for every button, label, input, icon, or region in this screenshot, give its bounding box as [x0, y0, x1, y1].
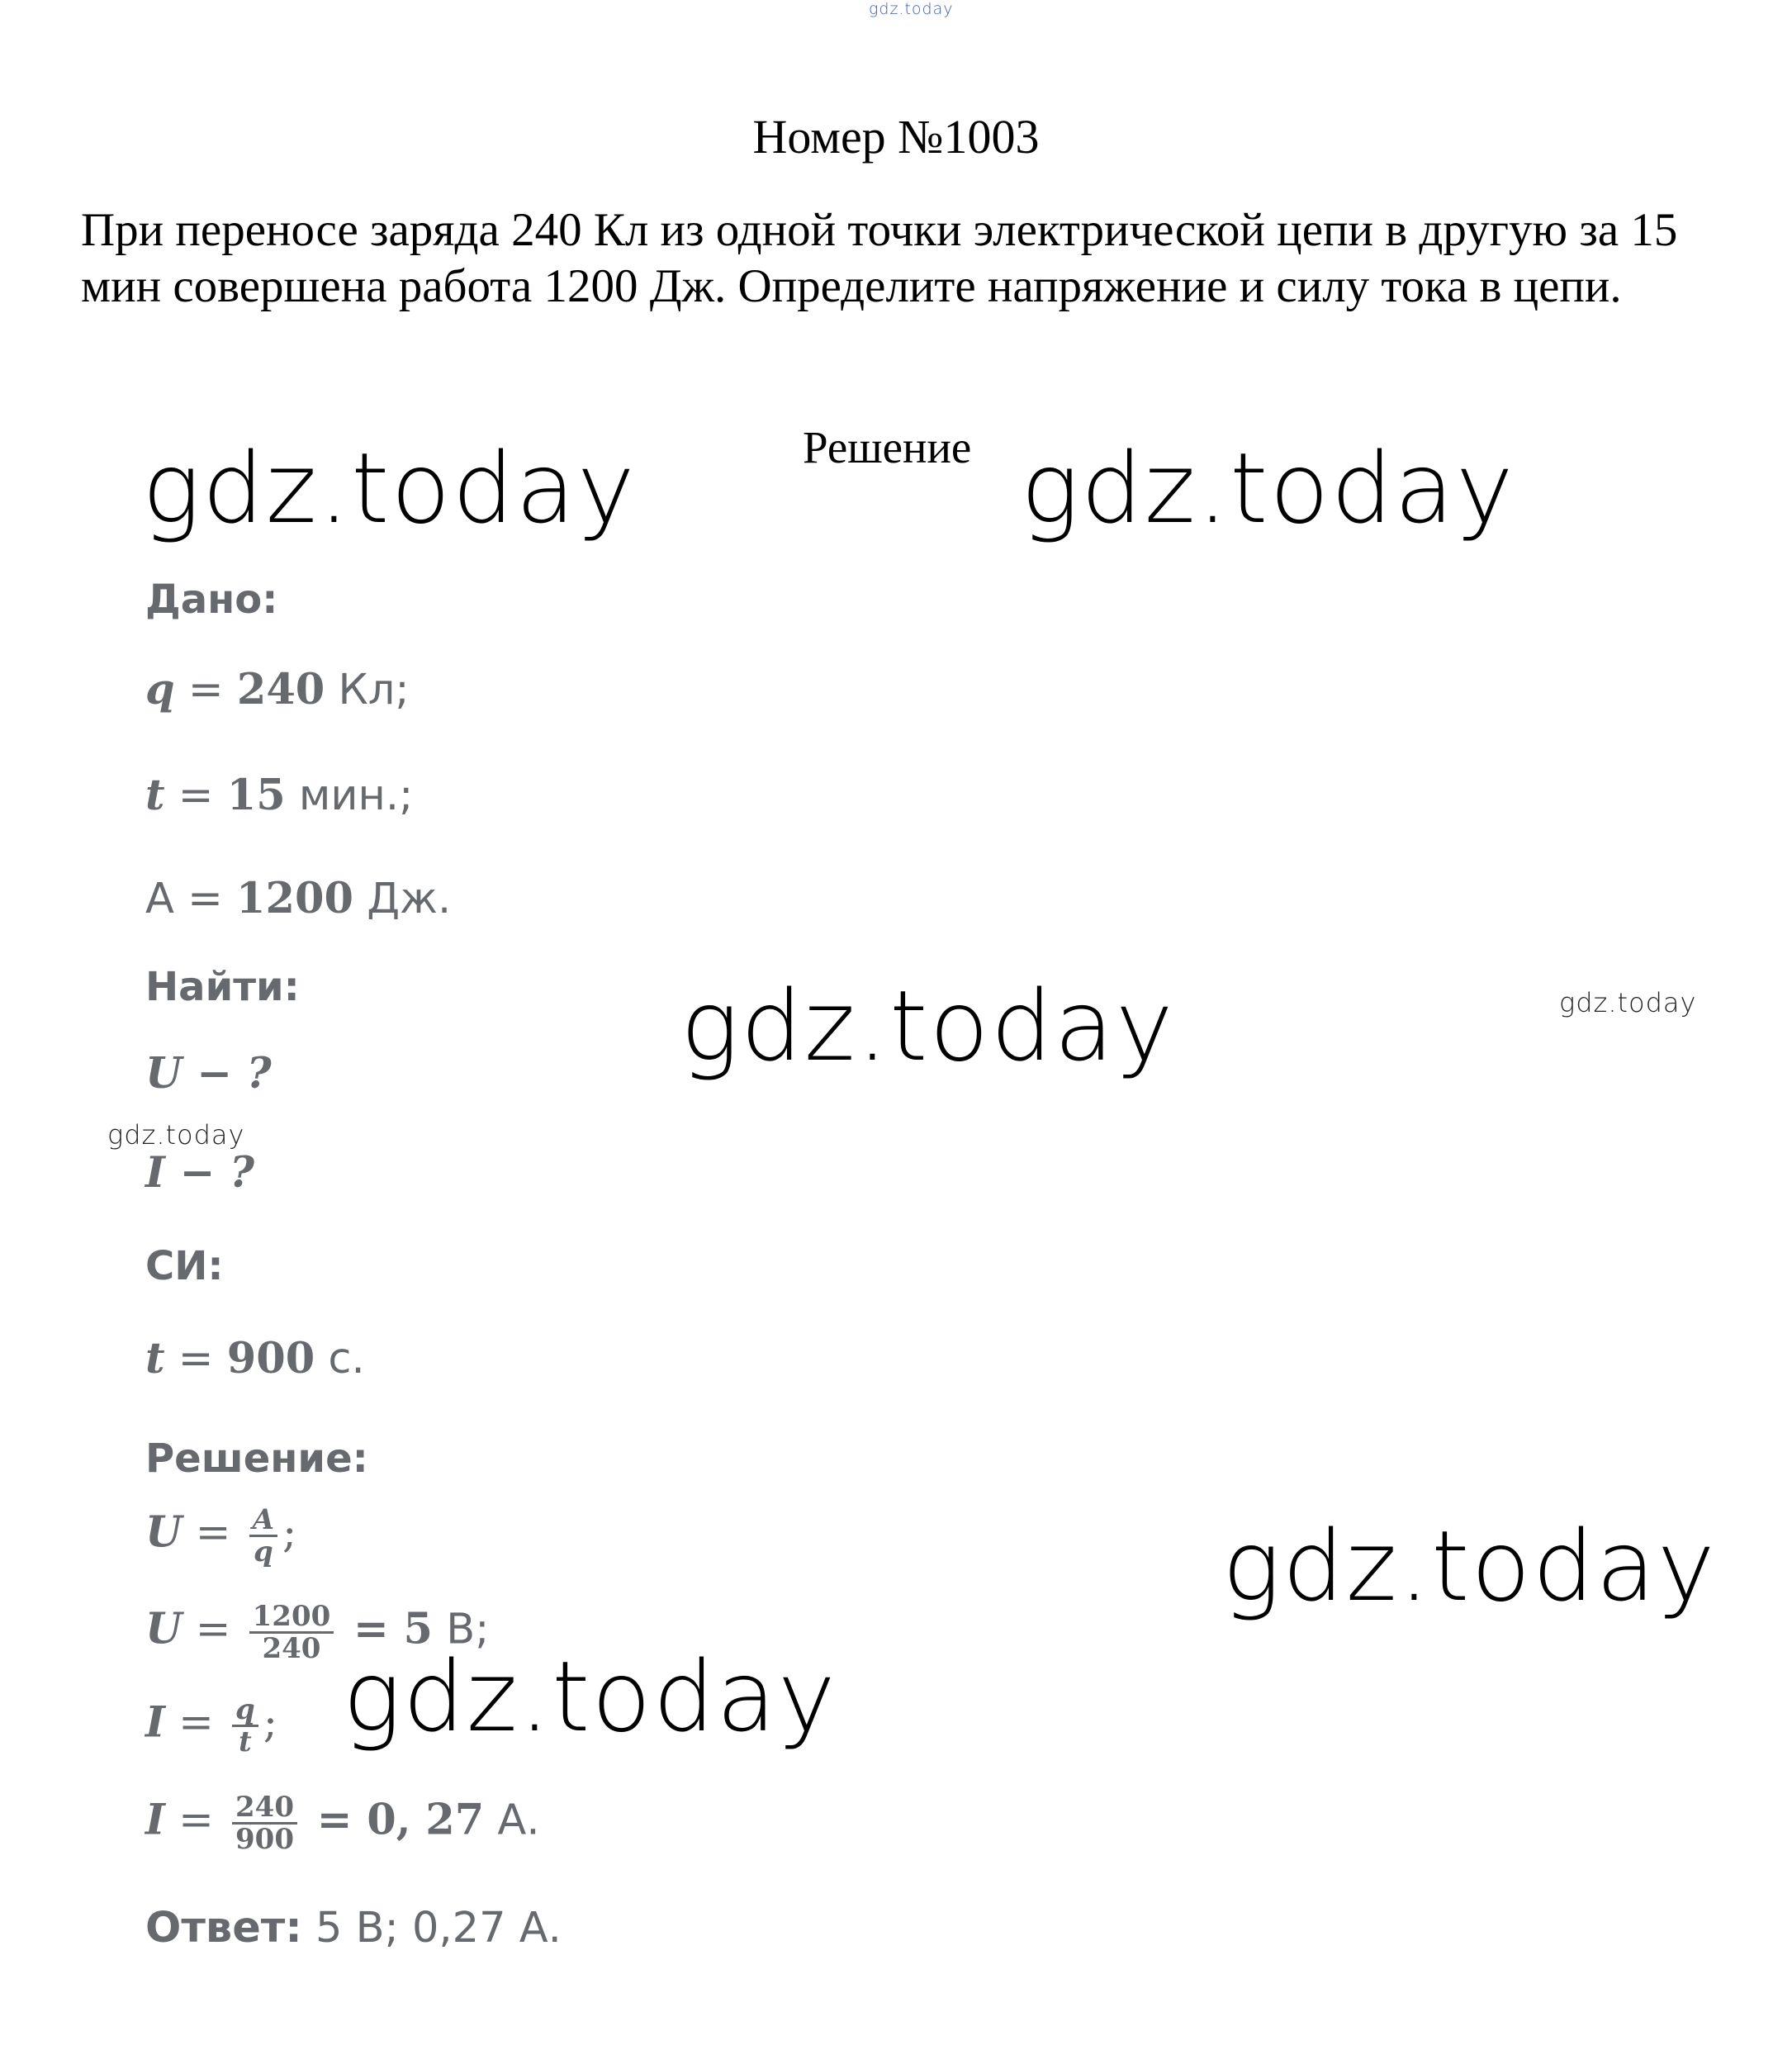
- watermark: gdz.today: [680, 969, 1175, 1083]
- solution-heading: Решение: [803, 422, 972, 472]
- problem-statement: При переносе заряда 240 Кл из одной точки электрической цепи в другую за 15 мин совершена работа 1200 Дж. Определите напряжение и силу тока в цепи.: [81, 204, 1678, 312]
- given-line-work: А = 1200 Дж.: [145, 874, 452, 923]
- find-line-current: I − ?: [145, 1148, 254, 1198]
- watermark: gdz.today: [1222, 1509, 1717, 1623]
- watermark: gdz.today: [343, 1640, 837, 1753]
- si-label: СИ:: [145, 1243, 224, 1289]
- formula-voltage-calc: U = $\frac{1200}{240}$ = 5 В;: [145, 1600, 490, 1665]
- watermark-small: gdz.today: [1559, 987, 1697, 1018]
- watermark: gdz.today: [142, 431, 637, 545]
- formula-current-calc: I = $\frac{240}{900}$ = 0, 27 А.: [145, 1791, 540, 1856]
- given-label: Дано:: [145, 577, 278, 623]
- formula-current: I = $\frac{q}{t}$ ;: [145, 1693, 277, 1758]
- formula-voltage: U = $\frac{A}{q}$ ;: [145, 1503, 297, 1568]
- find-label: Найти:: [145, 964, 300, 1010]
- find-line-voltage: U − ?: [145, 1049, 272, 1099]
- page-title: Номер №1003: [752, 110, 1040, 164]
- watermark-small: gdz.today: [107, 1119, 245, 1151]
- answer-line: Ответ: 5 В; 0,27 А.: [145, 1904, 562, 1953]
- solution-label: Решение:: [145, 1435, 368, 1482]
- given-line-charge: q = 240 Кл;: [145, 665, 410, 714]
- watermark-top: gdz.today: [869, 0, 954, 18]
- si-line-time: t = 900 с.: [145, 1334, 365, 1383]
- given-line-time: t = 15 мин.;: [145, 771, 414, 820]
- watermark: gdz.today: [1021, 431, 1515, 545]
